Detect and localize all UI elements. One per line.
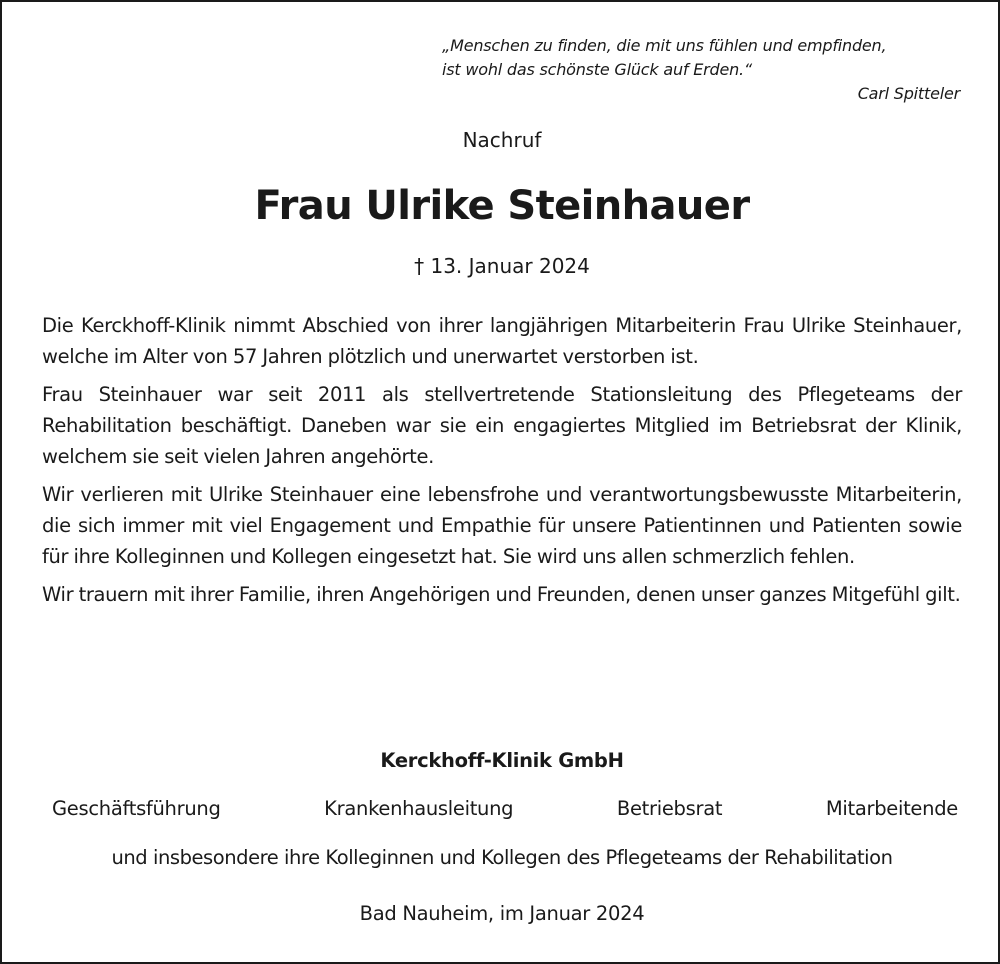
body-paragraph: Frau Steinhauer war seit 2011 als stellvertretende Stationsleitung des Pflegeteams der Rehabilitation beschäftigt. Daneben war sie ein engagiertes Mitglied im Betriebsrat der Klinik, welchem sie seit vielen Jahren angehörte. (42, 383, 962, 468)
organization-name: Kerckhoff-Klinik GmbH (380, 749, 624, 772)
epigraph-quote (442, 34, 962, 106)
quote-line-2: ist wohl das schönste Glück auf Erden.“ (442, 60, 753, 79)
quote-author: Carl Spitteler (857, 84, 960, 103)
deceased-name: Frau Ulrike Steinhauer (254, 183, 750, 229)
place-and-date: Bad Nauheim, im Januar 2024 (359, 902, 645, 925)
colleagues-line: und insbesondere ihre Kolleginnen und Kollegen des Pflegeteams der Rehabilitation (111, 846, 893, 869)
signer-hospital-management: Krankenhausleitung (324, 797, 514, 820)
signer-employees: Mitarbeitende (825, 797, 958, 820)
obituary-body (42, 310, 962, 617)
notice-label: Nachruf (462, 128, 542, 152)
body-paragraph: Wir verlieren mit Ulrike Steinhauer eine lebensfrohe und verantwortungsbewusste Mitarbeiterin, die sich immer mit viel Engagement und Empathie für unsere Patientinnen und Patienten sowie für ihre Kolleginnen und Kollegen eingesetzt hat. Sie wird uns allen schmerzlich fehlen. (42, 483, 962, 568)
body-paragraph: Wir trauern mit ihrer Familie, ihren Angehörigen und Freunden, denen unser ganzes Mitgefühl gilt. (42, 583, 961, 606)
signer-management: Geschäftsführung (52, 797, 221, 820)
quote-line-1: „Menschen zu finden, die mit uns fühlen und empfinden, (442, 36, 887, 55)
body-paragraph: Die Kerckhoff-Klinik nimmt Abschied von ihrer langjährigen Mitarbeiterin Frau Ulrike Steinhauer, welche im Alter von 57 Jahren plötzlich und unerwartet verstorben ist. (42, 314, 962, 368)
signers-row (42, 795, 962, 823)
signer-works-council: Betriebsrat (616, 797, 723, 820)
death-date: † 13. Januar 2024 (414, 254, 590, 278)
